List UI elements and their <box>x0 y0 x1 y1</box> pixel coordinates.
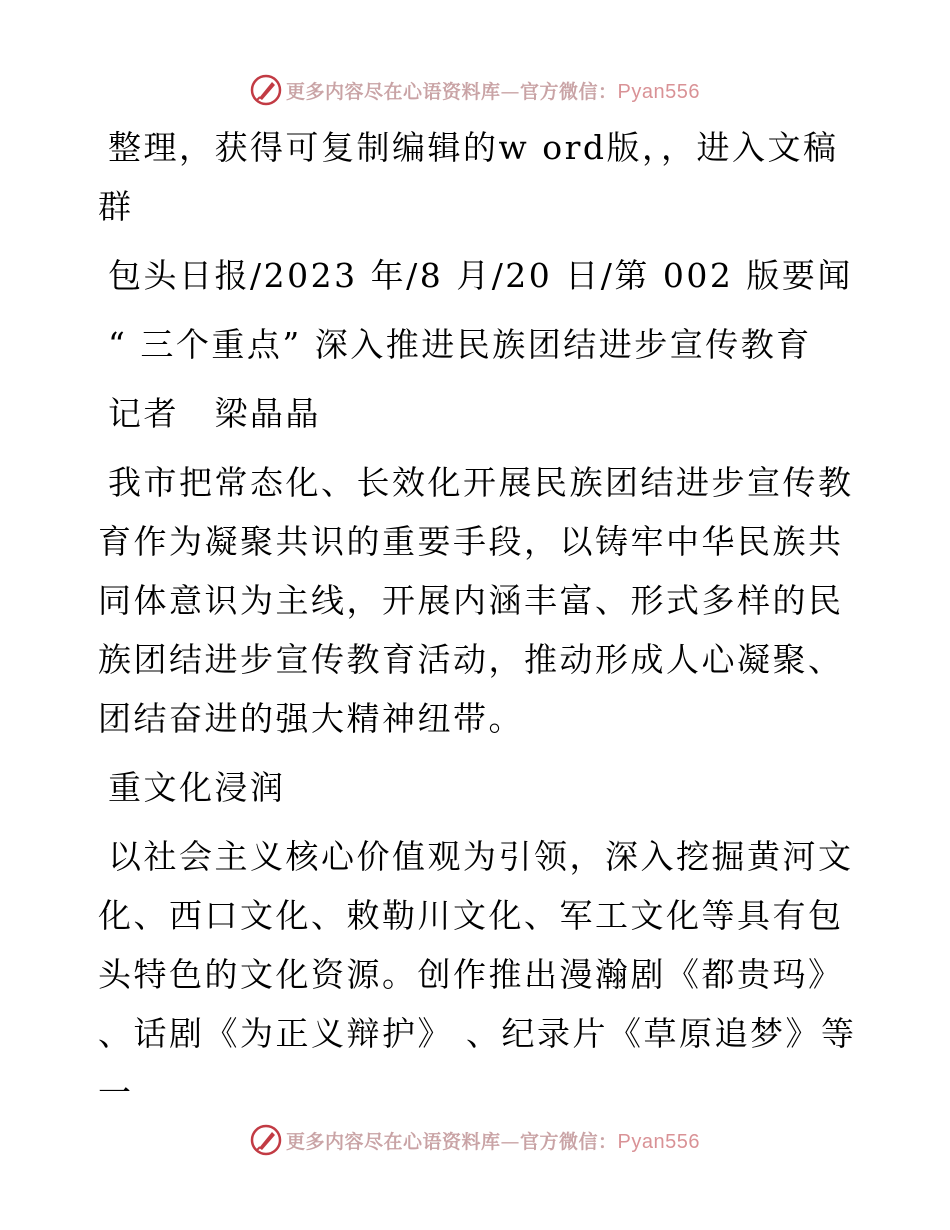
watermark-header <box>0 70 950 110</box>
watermark-handle: Pyan556 <box>617 80 700 103</box>
section-heading: 重文化浸润 <box>108 768 286 807</box>
watermark-dash: — <box>500 80 521 103</box>
intro-paragraph: 整理，获得可复制编辑的w ord版，，进入文稿群 <box>98 128 839 226</box>
source-line: 包头日报/2023 年/8 月/20 日/第 002 版要闻 <box>108 256 853 295</box>
watermark-main: 更多内容尽在心语资料库 <box>286 80 501 103</box>
watermark-label: 官方微信： <box>520 80 618 103</box>
body-paragraph: 我市把常态化、长效化开展民族团结进步宣传教育作为凝聚共识的重要手段，以铸牢中华民族共同体意识为主线，开展内涵丰富、形式多样的民族团结进步宣传教育活动，推动形成人心凝聚、团结奋进的强大精神纽带。 <box>98 463 854 738</box>
article-title: “ 三个重点” 深入推进民族团结进步宣传教育 <box>108 325 812 364</box>
watermark-main: 更多内容尽在心语资料库 <box>286 1130 501 1153</box>
quill-logo-icon <box>250 74 282 106</box>
watermark-handle: Pyan556 <box>617 1130 700 1153</box>
watermark-label: 官方微信： <box>520 1130 618 1153</box>
watermark-dash: — <box>500 1130 521 1153</box>
watermark-text <box>286 77 700 104</box>
author-line: 记者 梁晶晶 <box>108 394 321 433</box>
document-body <box>98 118 858 1132</box>
body-paragraph: 以社会主义核心价值观为引领，深入挖掘黄河文化、西口文化、敕勒川文化、军工文化等具有包头特色的文化资源。创作推出漫瀚剧《都贵玛》 、话剧《为正义辩护》 、纪录片《草原追梦》等一 <box>98 837 857 1112</box>
watermark-footer <box>0 1120 950 1160</box>
quill-logo-icon <box>250 1124 282 1156</box>
watermark-text <box>286 1127 700 1154</box>
